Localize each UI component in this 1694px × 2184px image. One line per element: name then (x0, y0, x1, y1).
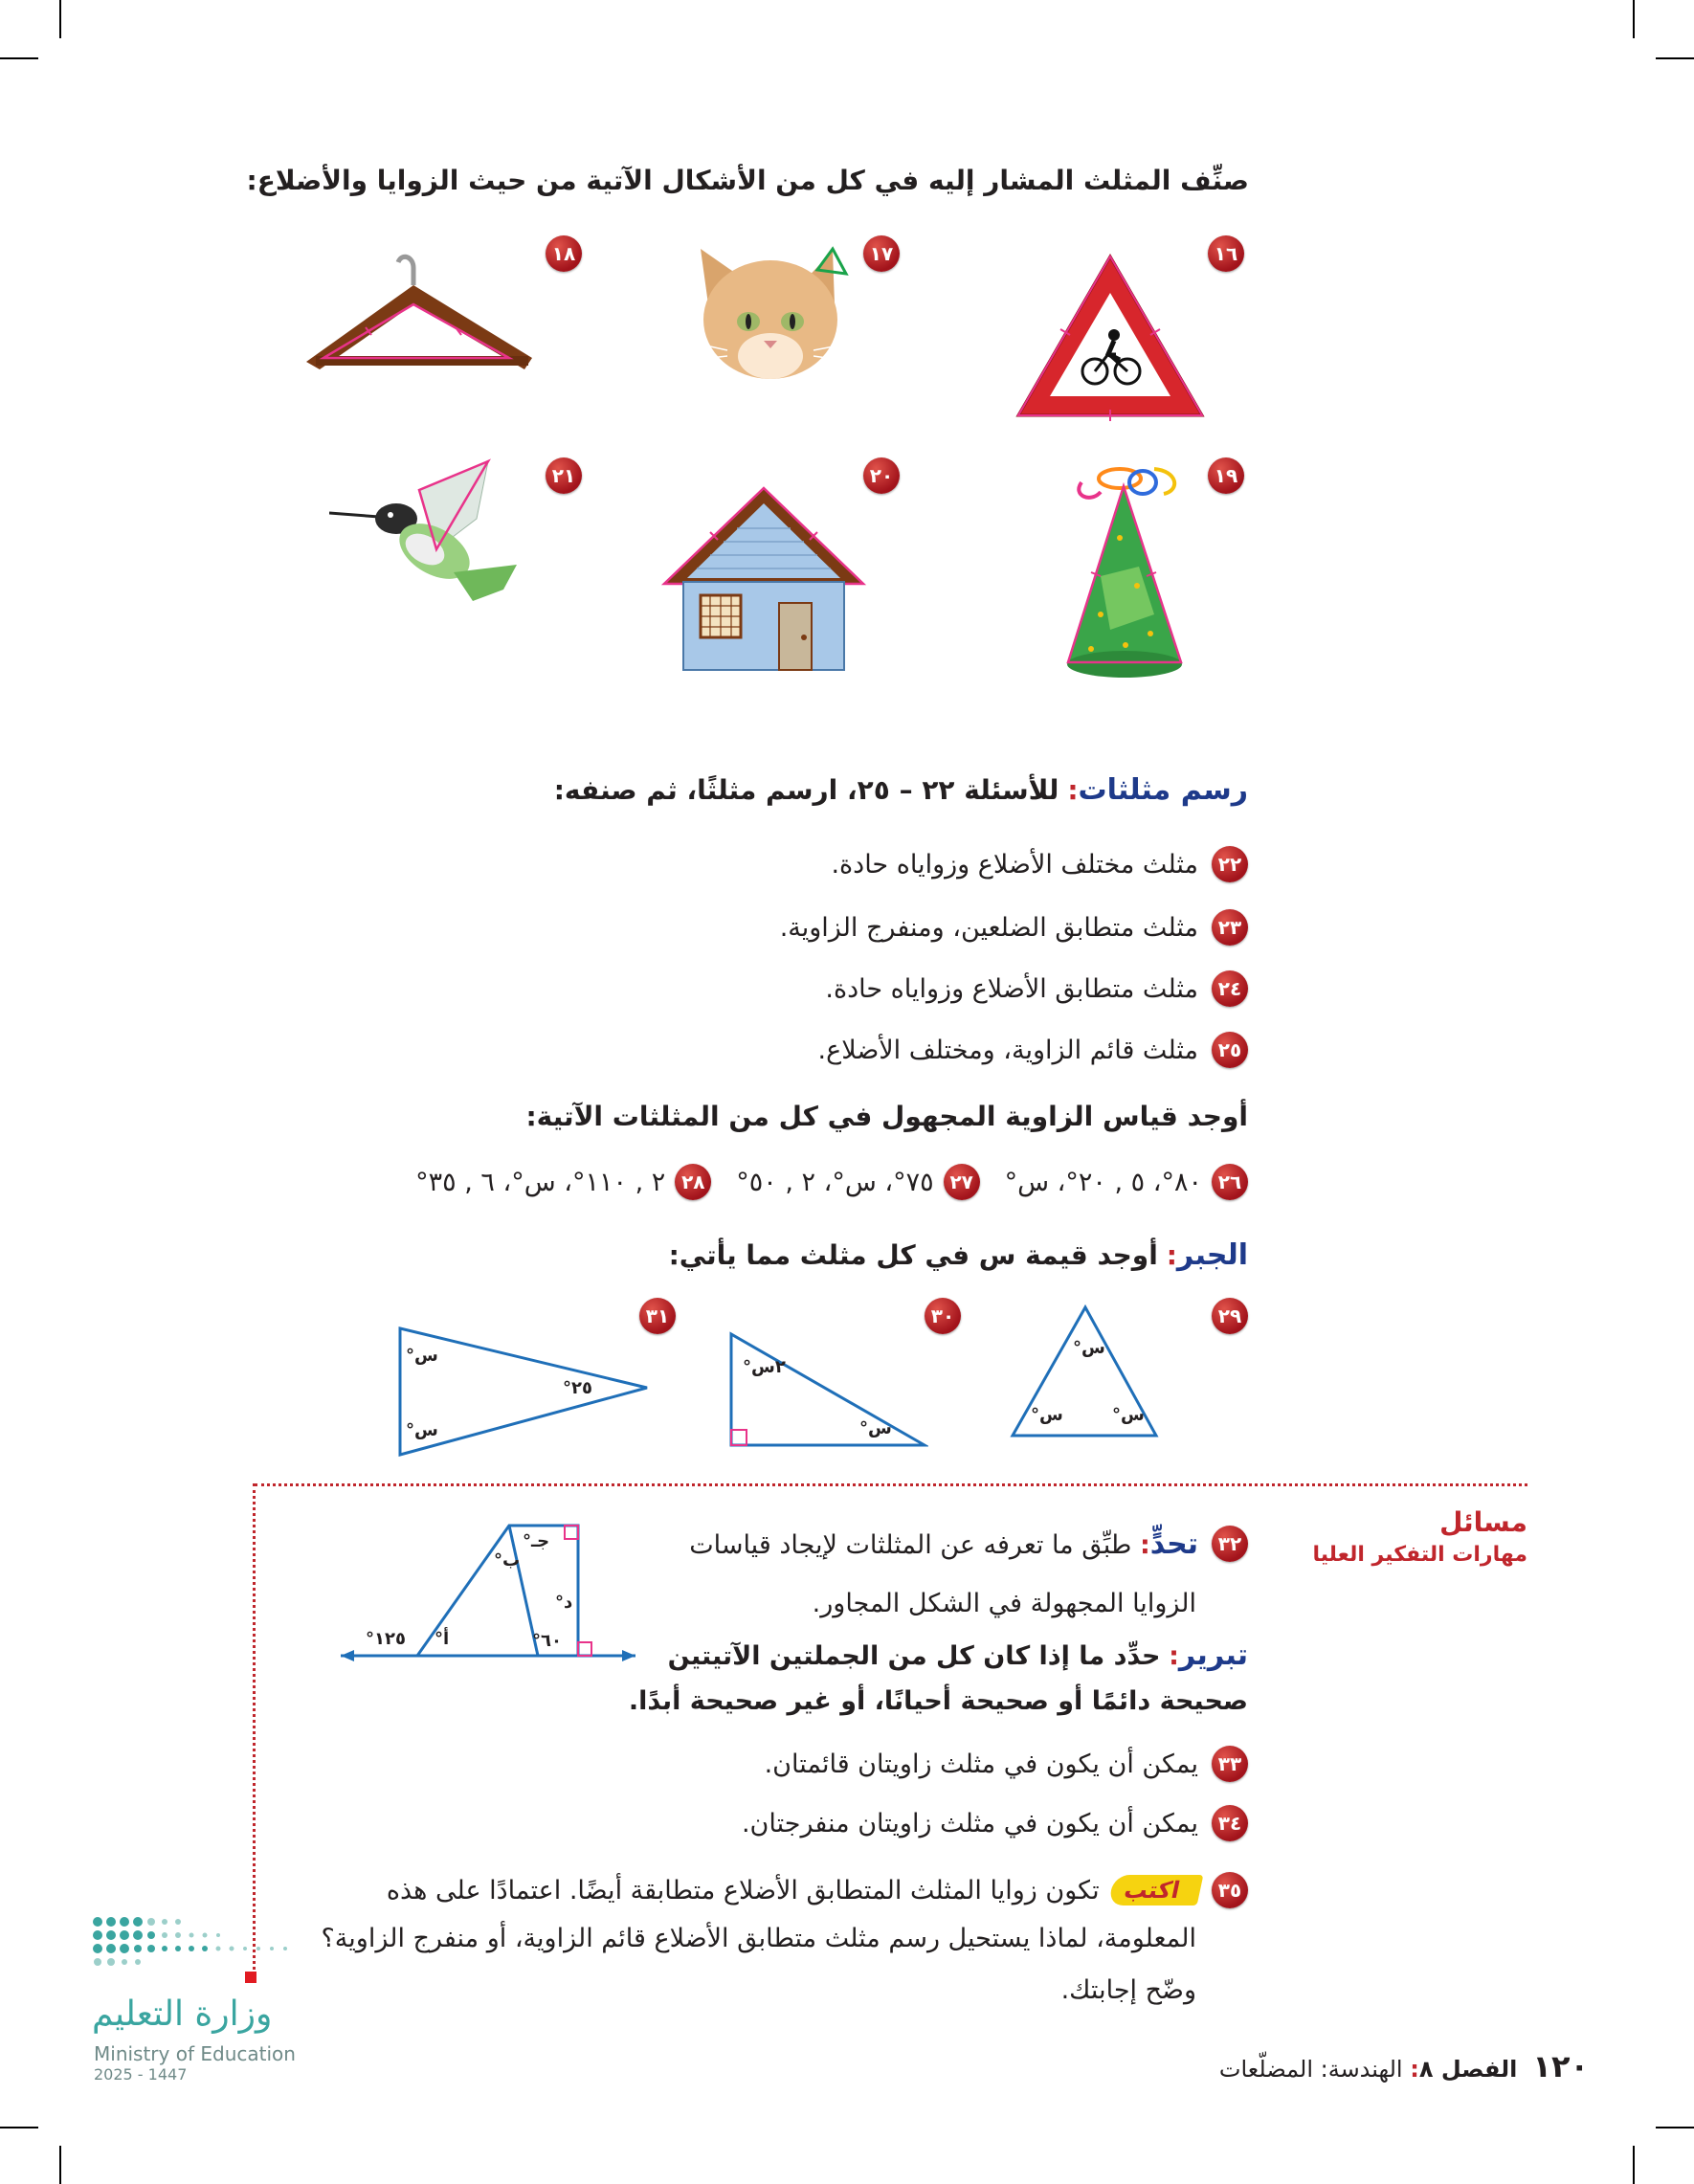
list-item (818, 1032, 1248, 1068)
angle-label-d: د° (555, 1593, 573, 1613)
hanger-icon (302, 235, 542, 379)
question-text: يمكن أن يكون في مثلث زاويتان منفرجتان. (741, 1808, 1198, 1839)
house-icon (658, 482, 869, 674)
hots-subtitle: مهارات التفكير العليا (1312, 1543, 1527, 1567)
angle-label: س° (859, 1418, 892, 1438)
reasoning-line-2: صحيحة دائمًا أو صحيحة أحيانًا، أو غير صحيحة أبدًا. (628, 1686, 1248, 1716)
angle-label-a: أ° (435, 1629, 450, 1649)
classify-instruction: صنِّف المثلث المشار إليه في كل من الأشكال الآتية من حيث الزوايا والأضلاع: (246, 165, 1249, 196)
question-number-21: ٢١ (546, 457, 582, 494)
angle-label-60: ٦٠° (532, 1631, 562, 1651)
angle-label: ٢٥° (563, 1378, 592, 1398)
question-text: مثلث متطابق الضلعين، ومنفرج الزاوية. (779, 912, 1198, 943)
write-badge: اكتب (1107, 1875, 1203, 1905)
right-triangle-figure (727, 1330, 928, 1449)
cat-icon (689, 241, 861, 394)
angle-label-125: ١٢٥° (366, 1629, 406, 1649)
write-item (387, 1872, 1248, 1908)
question-number-22: ٢٢ (1212, 846, 1248, 882)
list-item (765, 1746, 1248, 1782)
crop-mark (59, 2146, 61, 2184)
question-number-35: ٣٥ (1212, 1872, 1248, 1908)
draw-section-heading (554, 773, 1248, 807)
challenge-item (689, 1526, 1248, 1562)
draw-section-instruction: للأسئلة ٢٢ – ٢٥، ارسم مثلثًا، ثم صنفه: (553, 774, 1059, 806)
reasoning-line-1 (668, 1638, 1248, 1672)
crop-mark (1656, 57, 1694, 59)
chapter-label: الفصل ٨: الهندسة: المضلّعات (1218, 2056, 1518, 2083)
page-footer (1219, 2048, 1589, 2084)
party-hat-icon (1062, 461, 1196, 681)
crop-mark (59, 0, 61, 38)
bike-warning-sign-icon (1014, 251, 1206, 423)
ministry-name-en: Ministry of Education (94, 2042, 296, 2065)
hots-frame-top (255, 1483, 1527, 1486)
angle-label: س° (406, 1346, 438, 1366)
angle-label: س° (1073, 1338, 1105, 1358)
challenge-label: تحدٍّ (1149, 1527, 1198, 1561)
crop-mark (0, 57, 38, 59)
draw-section-title: رسم مثلثات (1078, 773, 1248, 807)
label-colon: : (1139, 1529, 1150, 1560)
question-number-20: ٢٠ (863, 457, 900, 494)
hots-frame-left (253, 1483, 256, 1981)
algebra-instruction: أوجد قيمة س في كل مثلث مما يأتي: (668, 1239, 1158, 1271)
heading-colon: : (1166, 1239, 1177, 1271)
question-number-30: ٣٠ (925, 1298, 961, 1334)
question-number-16: ١٦ (1208, 235, 1244, 272)
question-number-23: ٢٣ (1212, 909, 1248, 946)
ministry-logo-icon (86, 1914, 306, 1985)
question-number-25: ٢٥ (1212, 1032, 1248, 1068)
question-number-31: ٣١ (639, 1298, 676, 1334)
question-number-24: ٢٤ (1212, 970, 1248, 1007)
ministry-name-ar: وزارة التعليم (92, 1995, 273, 2034)
edition-year: 2025 - 1447 (94, 2065, 188, 2084)
crop-mark (1633, 2146, 1635, 2184)
angle-label: س° (1112, 1405, 1145, 1425)
find-angle-instruction: أوجد قياس الزاوية المجهول في كل من المثلثات الآتية: (525, 1101, 1248, 1132)
question-text: مثلث مختلف الأضلاع وزواياه حادة. (831, 849, 1198, 880)
question-number-29: ٢٩ (1212, 1298, 1248, 1334)
question-text: ٢ , ١١٠°، س°، ٦ , ٣٥° (415, 1167, 666, 1197)
crop-mark (1656, 2127, 1694, 2128)
write-line-2: المعلومة، لماذا يستحيل رسم مثلث متطابق الأضلاع قائم الزاوية، أو منفرج الزاوية؟ (321, 1924, 1196, 1953)
label-colon: : (1169, 1641, 1179, 1671)
question-number-34: ٣٤ (1212, 1805, 1248, 1841)
list-item (780, 909, 1248, 946)
angle-label: س° (406, 1420, 438, 1440)
question-number-17: ١٧ (863, 235, 900, 272)
angle-label: س° (1031, 1405, 1063, 1425)
write-line-1: تكون زوايا المثلث المتطابق الأضلاع متطابقة أيضًا. اعتمادًا على هذه (386, 1875, 1100, 1905)
heading-colon: : (1067, 774, 1079, 806)
list-item (831, 846, 1248, 882)
question-text: يمكن أن يكون في مثلث زاويتان قائمتان. (764, 1749, 1198, 1779)
algebra-heading (669, 1238, 1248, 1272)
reasoning-label: تبرير (1178, 1638, 1248, 1672)
angle-label-b: ب° (494, 1550, 521, 1571)
question-text: مثلث متطابق الأضلاع وزواياه حادة. (825, 973, 1198, 1004)
hummingbird-icon (329, 457, 521, 630)
reasoning-text-1: حدِّد ما إذا كان كل من الجملتين الآتيتين (667, 1641, 1161, 1671)
hots-title: مسائل (1439, 1506, 1527, 1538)
challenge-line-1: طبِّق ما تعرفه عن المثلثات لإيجاد قياسات (689, 1529, 1132, 1560)
algebra-title: الجبر (1176, 1238, 1248, 1272)
challenge-line-2: الزوايا المجهولة في الشكل المجاور. (812, 1589, 1196, 1618)
question-number-18: ١٨ (546, 235, 582, 272)
crop-mark (0, 2127, 38, 2128)
angle-label: ٢س° (743, 1357, 786, 1377)
question-number-32: ٣٢ (1212, 1526, 1248, 1562)
angle-label-c: جـ° (523, 1531, 550, 1551)
question-text: مثلث قائم الزاوية، ومختلف الأضلاع. (817, 1035, 1198, 1065)
list-item (825, 970, 1248, 1007)
question-number-27: ٢٧ (944, 1164, 980, 1200)
question-number-26: ٢٦ (1212, 1164, 1248, 1200)
crop-mark (1633, 0, 1635, 38)
page-number: ١٢٠ (1532, 2048, 1589, 2084)
question-number-19: ١٩ (1208, 457, 1244, 494)
write-line-3: وضّح إجابتك. (1060, 1975, 1196, 2005)
question-number-28: ٢٨ (675, 1164, 711, 1200)
question-text: ٧٥°، س°، ٢ , ٥٠° (736, 1167, 934, 1197)
list-item (742, 1805, 1248, 1841)
question-number-33: ٣٣ (1212, 1746, 1248, 1782)
question-text: ٨٠°، ٥ , ٢٠°، س° (1004, 1167, 1202, 1197)
find-angle-row (415, 1164, 1248, 1200)
challenge-text (689, 1527, 1198, 1561)
